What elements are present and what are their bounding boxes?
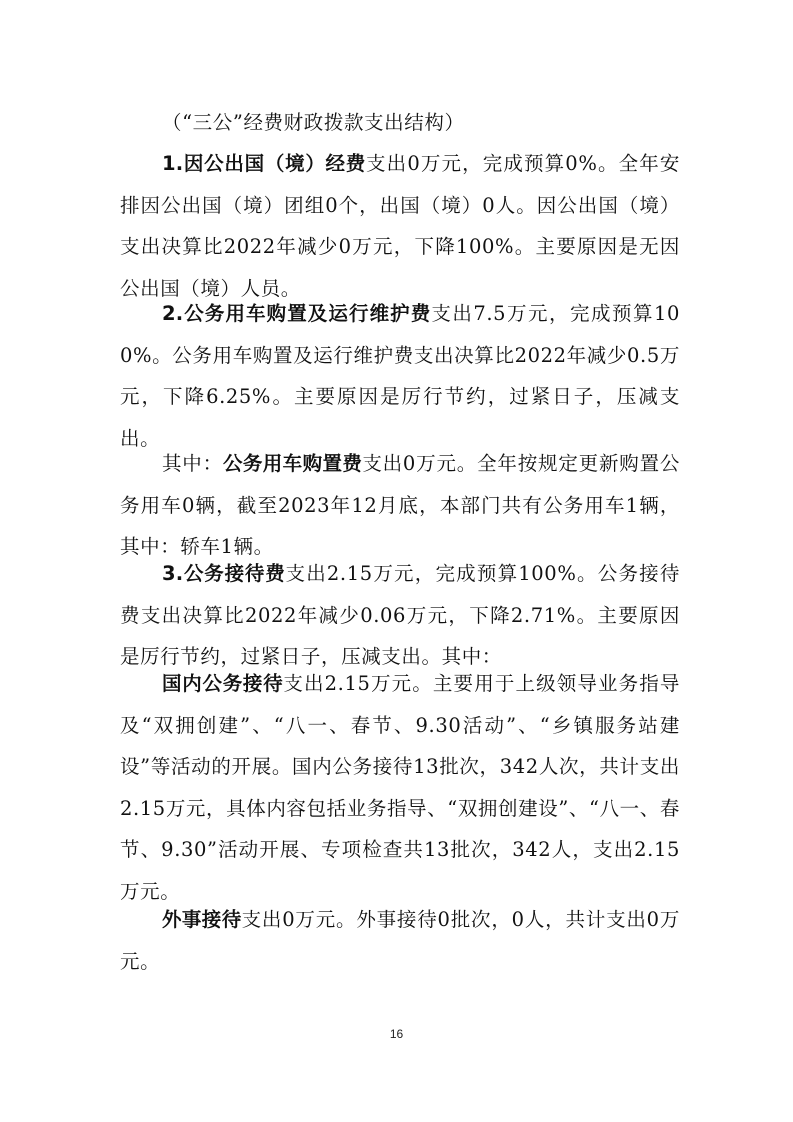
paragraph-title: 公务用车购置费 xyxy=(222,452,363,475)
paragraph-body: 支出7.5万元，完成预算100%。公务用车购置及运行维护费支出决算比2022年减少0.5万元，下降6.25%。主要原因是厉行节约，过紧日子，压减支出。 xyxy=(120,302,680,450)
paragraph-title: 3.公务接待费 xyxy=(162,562,286,585)
section-heading xyxy=(120,102,680,144)
paragraph-title: 国内公务接待 xyxy=(162,672,284,695)
paragraph-reception xyxy=(120,553,680,678)
paragraph-domestic-reception xyxy=(120,663,680,912)
paragraph-vehicle-purchase xyxy=(120,443,680,568)
paragraph-foreign-reception xyxy=(120,899,680,982)
paragraph-official-vehicles xyxy=(120,293,680,459)
paragraph-prefix: 其中： xyxy=(162,452,223,475)
paragraph-title: 外事接待 xyxy=(162,908,242,931)
paragraph-body: 支出0万元。外事接待0批次，0人，共计支出0万元。 xyxy=(120,908,680,973)
paragraph-body: 支出2.15万元。主要用于上级领导业务指导及“双拥创建”、“八一、春节、9.30活动”、“乡镇服务站建设”等活动的开展。国内公务接待13批次，342人次，共计支出2.15万元，具体内容包括业务指导、“双拥创建设”、“八一、春节、9.30”活动开展、专项检查共13批次，342人，支出2.15万元。 xyxy=(120,672,680,903)
paragraph-outbound-travel xyxy=(120,143,680,309)
heading-text: （“三公”经费财政拨款支出结构） xyxy=(162,111,465,134)
paragraph-title: 1.因公出国（境）经费 xyxy=(162,152,367,175)
paragraph-title: 2.公务用车购置及运行维护费 xyxy=(162,302,432,325)
paragraph-body: 支出0万元，完成预算0%。全年安排因公出国（境）团组0个，出国（境）0人。因公出国（境）支出决算比2022年减少0万元，下降100%。主要原因是无因公出国（境）人员。 xyxy=(120,152,680,300)
page-number: 16 xyxy=(389,1027,404,1041)
paragraph-body: 支出0万元。全年按规定更新购置公务用车0辆，截至2023年12月底，本部门共有公务用车1辆，其中：轿车1辆。 xyxy=(120,452,680,558)
paragraph-body: 支出2.15万元，完成预算100%。公务接待费支出决算比2022年减少0.06万元，下降2.71%。主要原因是厉行节约，过紧日子，压减支出。其中： xyxy=(120,562,680,668)
